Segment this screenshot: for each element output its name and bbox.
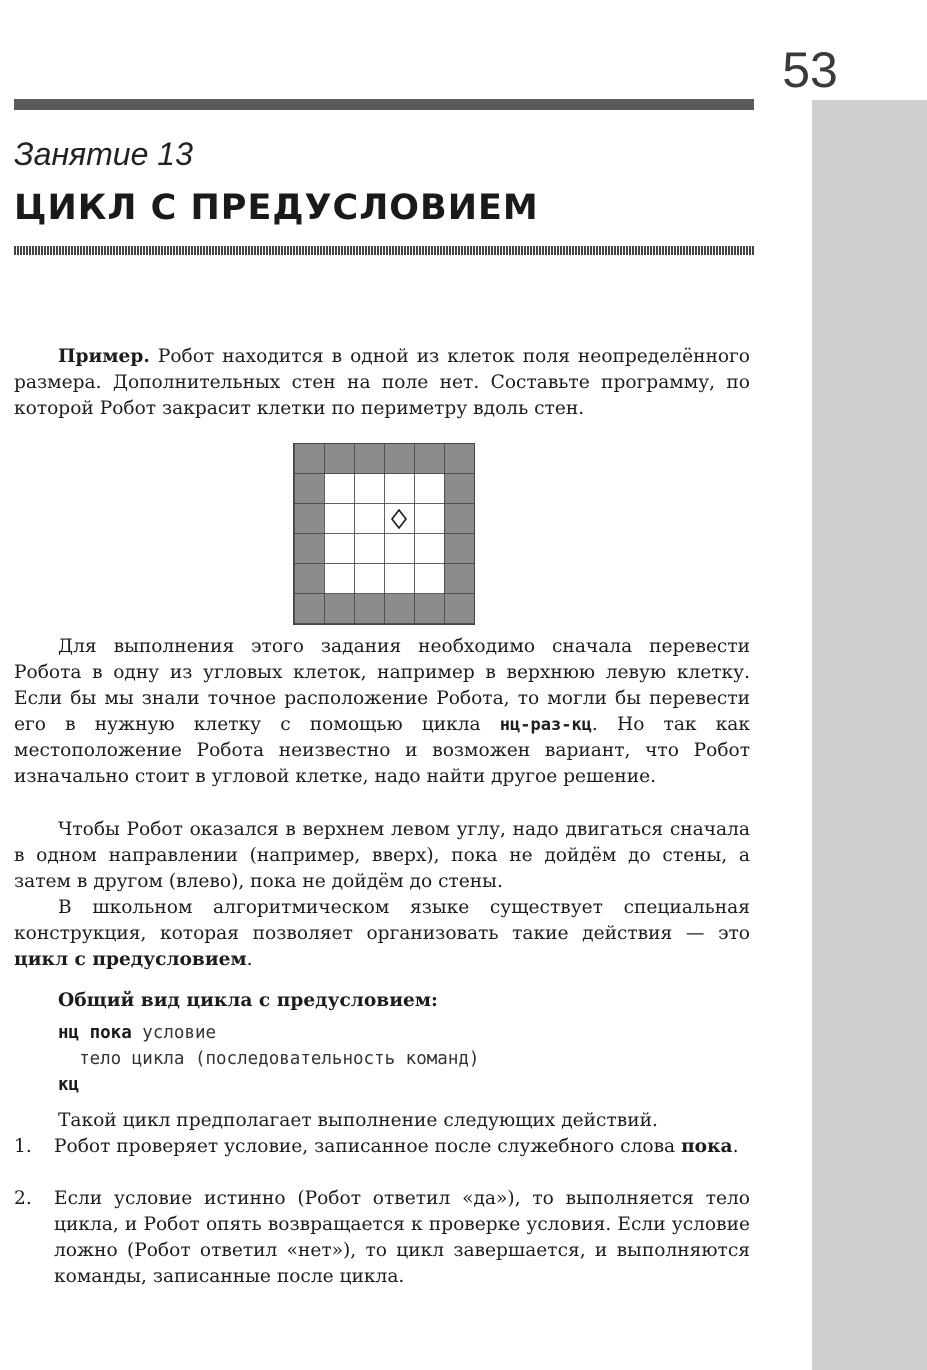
general-form-heading: Общий вид цикла с предусловием: — [58, 990, 438, 1011]
side-margin-band — [812, 100, 927, 1370]
paragraph-3-end: . — [246, 949, 253, 970]
paragraph-3-text: В школьном алгоритмическом языке существует специальная конструкция, которая позволяет организовать такие действия — это — [14, 897, 750, 944]
list-item-text: Робот проверяет условие, записанное после служебного слова — [54, 1136, 682, 1157]
example-paragraph — [14, 344, 750, 422]
paragraph-3-bold: цикл с предусловием — [14, 949, 247, 970]
list-item-body — [54, 1134, 750, 1160]
paragraph-1-text: Для выполнения этого задания необходимо сначала перевести Робота в одну из угловых клеток, например в верхнюю левую клетку. Если бы мы знали точное расположение Робота, то могли бы перевести его в нужную клетку с помощью цикла — [14, 636, 750, 735]
list-item — [14, 1186, 750, 1290]
paragraph-2: Чтобы Робот оказался в верхнем левом углу, надо двигаться сначала в одном направлении (например, вверх), пока не дойдём до стены, а затем в другом (влево), пока не дойдём до стены. — [14, 819, 750, 892]
list-item-end: . — [732, 1136, 739, 1157]
header-rule — [14, 99, 754, 110]
code-line-2: тело цикла (последовательность команд) — [58, 1049, 480, 1069]
list-item-bold: пока — [681, 1136, 733, 1157]
paragraph-1-text-end: . Но так как местоположение Робота неизвестно и возможен вариант, что Робот изначально стоит в угловой клетке, надо найти другое решение. — [14, 714, 750, 787]
list-item-text: Если условие истинно (Робот ответил «да»), то выполняется тело цикла, и Робот опять возвращается к проверке условия. Если условие ложно (Робот ответил «нет»), то цикл завершается, и выполняются команды, записанные после цикла. — [54, 1188, 750, 1287]
list-intro: Такой цикл предполагает выполнение следующих действий. — [58, 1110, 658, 1131]
paragraph-1 — [14, 634, 750, 790]
list-number: 1. — [14, 1136, 32, 1157]
title-divider — [14, 246, 754, 255]
list-number: 2. — [14, 1188, 32, 1209]
code-line-3 — [58, 1072, 479, 1098]
paragraph-3 — [14, 895, 750, 973]
list-item-body — [54, 1186, 750, 1290]
keyword-kc: кц — [58, 1075, 80, 1095]
code-condition: условие — [131, 1023, 217, 1043]
example-lead: Пример. — [58, 346, 150, 367]
lesson-title: ЦИКЛ С ПРЕДУСЛОВИЕМ — [14, 188, 539, 228]
code-line-1 — [58, 1020, 479, 1046]
robot-field-figure — [293, 443, 475, 625]
diamond-icon — [389, 509, 409, 529]
lesson-label: Занятие 13 — [14, 136, 193, 172]
inline-code-nc-raz-kc: нц-раз-кц — [499, 715, 592, 735]
keyword-nc-poka: нц пока — [58, 1023, 132, 1043]
loop-syntax-code — [58, 1020, 479, 1098]
page-number: 53 — [782, 42, 838, 98]
example-text: Робот находится в одной из клеток поля неопределённого размера. Дополнительных стен на поле нет. Составьте программу, по которой Робот закрасит клетки по периметру вдоль стен. — [14, 346, 750, 419]
grid-lines — [294, 444, 474, 624]
list-item — [14, 1134, 750, 1160]
